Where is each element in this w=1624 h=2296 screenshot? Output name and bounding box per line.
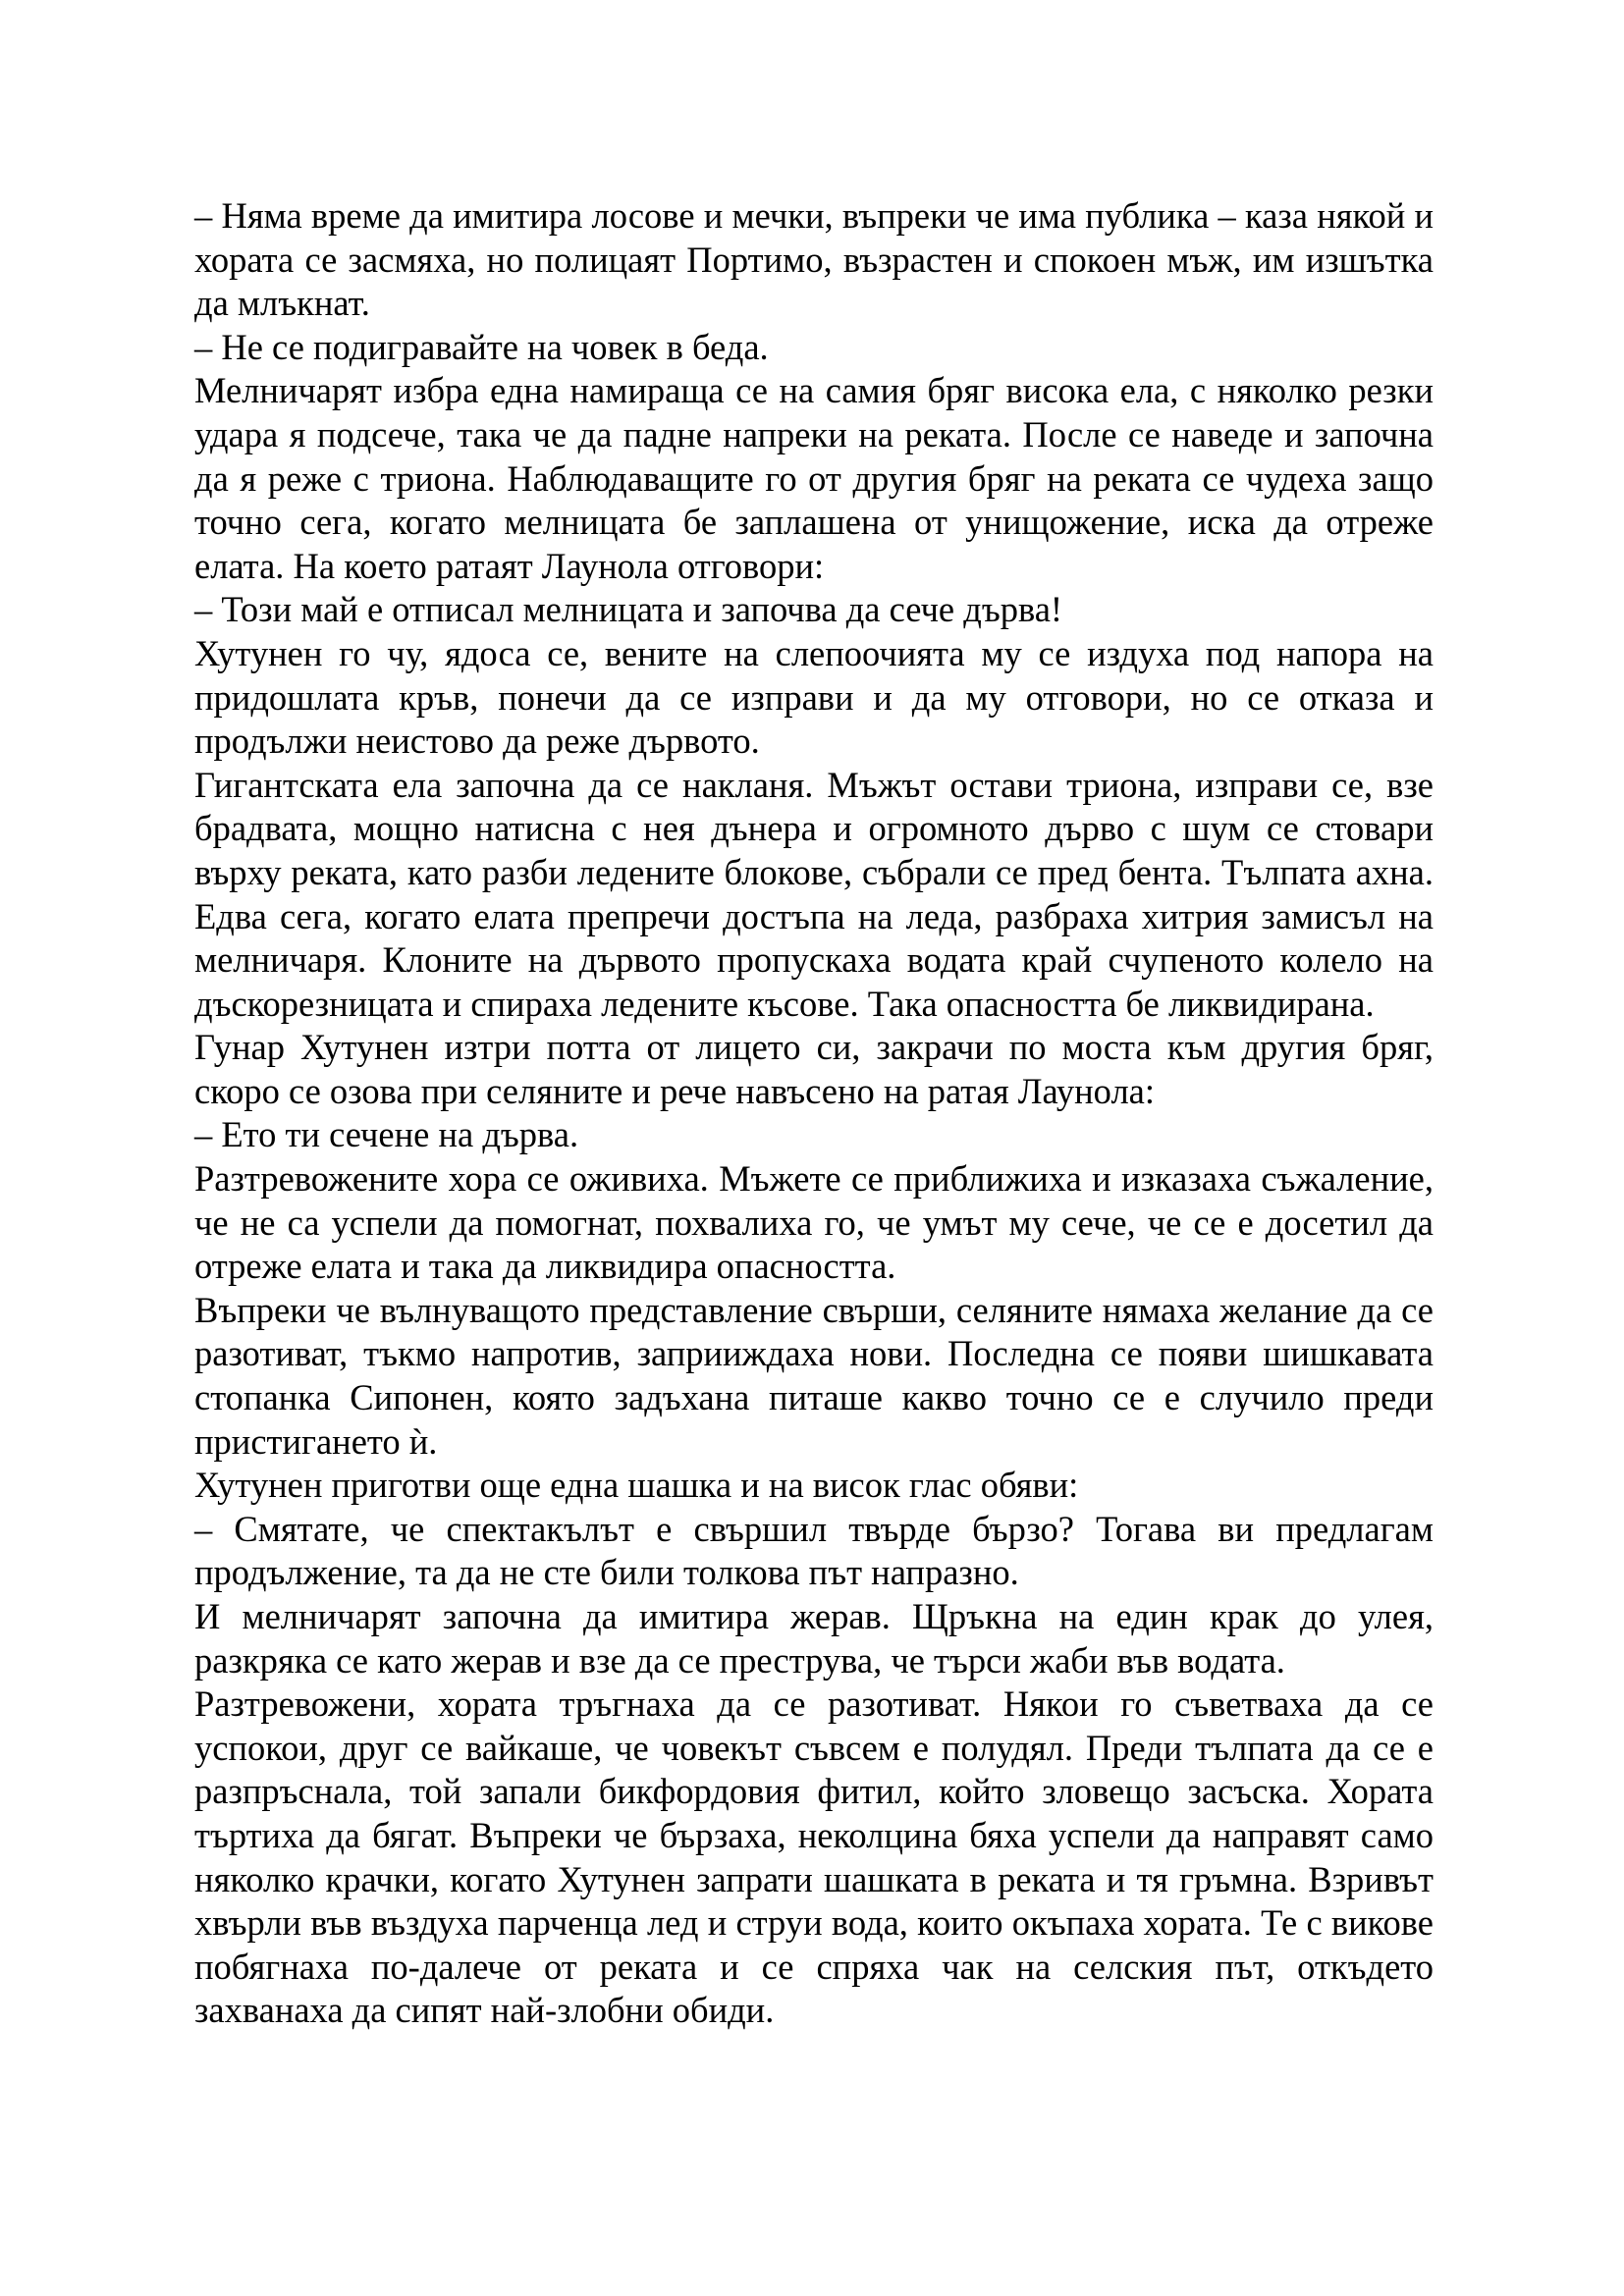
paragraph-12: – Смятате, че спектакълът е свършил твърде бързо? Тогава ви предлагам продължение, та да не сте били толкова път напразно. (194, 1508, 1434, 1593)
paragraph-5: Хутунен го чу, ядоса се, вените на слепоочията му се издуха под напора на придошлата кръв, понечи да се изправи и да му отговори, но се отказа и продължи неистово да реже дървото. (194, 632, 1434, 762)
body-text (194, 194, 1434, 2033)
paragraph-7: Гунар Хутунен изтри потта от лицето си, закрачи по моста към другия бряг, скоро се озова при селяните и рече навъсено на ратая Лаунола: (194, 1027, 1434, 1111)
paragraph-1: – Няма време да имитира лосове и мечки, въпреки че има публика – каза някой и хората се засмяха, но полицаят Портимо, възрастен и спокоен мъж, им изшътка да млъкнат. (194, 195, 1434, 324)
paragraph-8: – Ето ти сечене на дърва. (194, 1114, 579, 1155)
paragraph-13: И мелничарят започна да имитира жерав. Щръкна на един крак до улея, разкряка се като жерав и взе да се преструва, че търси жаби във водата. (194, 1596, 1434, 1681)
paragraph-11: Хутунен приготви още една шашка и на висок глас обяви: (194, 1465, 1079, 1506)
paragraph-9: Разтревожените хора се оживиха. Мъжете се приближиха и изказаха съжаление, че не са успели да помогнат, похвалиха го, че умът му сече, че се е досетил да отреже елата и така да ликвидира опасността. (194, 1158, 1434, 1287)
paragraph-6: Гигантската ела започна да се накланя. Мъжът остави триона, изправи се, взе брадвата, мощно натисна с нея дънера и огромното дърво с шум се стовари върху реката, като разби ледените блокове, събрали се пред бента. Тълпата ахна. Едва сега, когато елата препречи достъпа на леда, разбраха хитрия замисъл на мелничаря. Клоните на дървото пропускаха водата край счупеното колело на дъскорезницата и спираха ледените късове. Така опасността бе ликвидирана. (194, 764, 1434, 1024)
paragraph-10: Въпреки че вълнуващото представление свърши, селяните нямаха желание да се разотиват, тъкмо напротив, заприиждаха нови. Последна се появи шишкавата стопанка Сипонен, която задъхана питаше какво точно се е случило преди пристигането ѝ. (194, 1289, 1434, 1462)
paragraph-2: – Не се подигравайте на човек в беда. (194, 326, 769, 367)
paragraph-14: Разтревожени, хората тръгнаха да се разотиват. Някои го съветваха да се успокои, друг се вайкаше, че човекът съвсем е полудял. Преди тълпата да се е разпръснала, той запали бикфордовия фитил, който зловещо засъска. Хората търтиха да бягат. Въпреки че бързаха, неколцина бяха успели да направят само няколко крачки, когато Хутунен запрати шашката в реката и тя гръмна. Взривът хвърли във въздуха парченца лед и струи вода, които окъпаха хората. Те с викове побягнаха по-далече от реката и се спряха чак на селския път, откъдето захванаха да сипят най-злобни обиди. (194, 1683, 1434, 2031)
paragraph-3: Мелничарят избра една намираща се на самия бряг висока ела, с няколко резки удара я подсече, така че да падне напреки на реката. После се наведе и започна да я реже с триона. Наблюдаващите го от другия бряг на реката се чудеха защо точно сега, когато мелницата бе заплашена от унищожение, иска да отреже елата. На което ратаят Лаунола отговори: (194, 370, 1434, 586)
paragraph-4: – Този май е отписал мелницата и започва да сече дърва! (194, 589, 1063, 630)
